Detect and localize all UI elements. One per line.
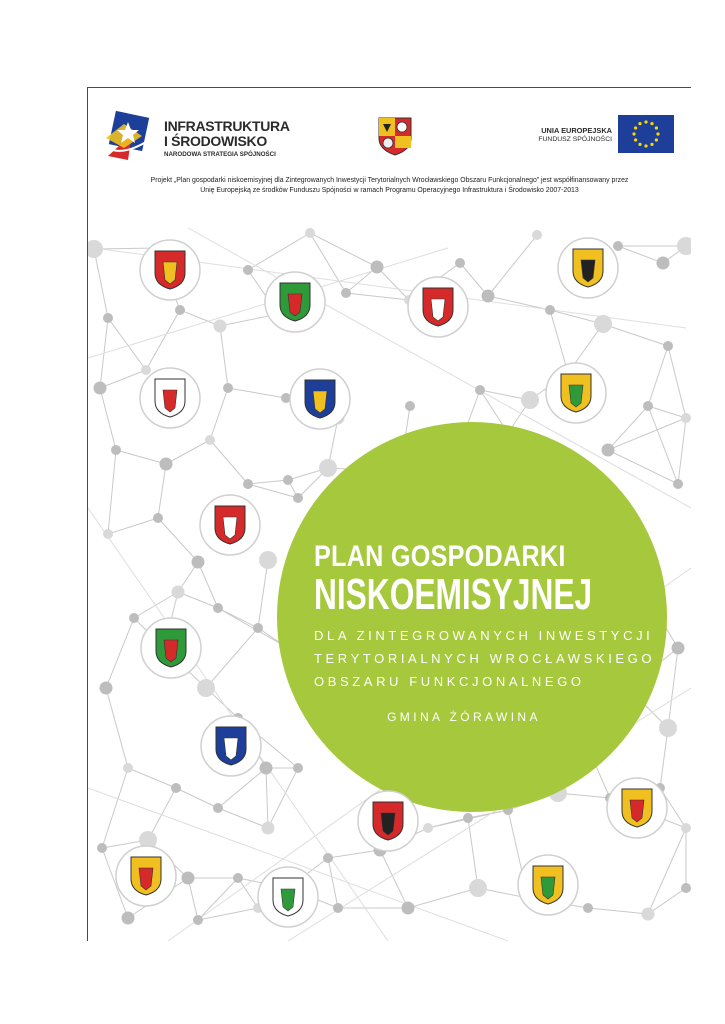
network-node bbox=[171, 783, 181, 793]
eu-title: UNIA EUROPEJSKA bbox=[541, 126, 612, 135]
network-line bbox=[377, 267, 409, 300]
cover-subtitle-line-2: TERYTORIALNYCH WROCŁAWSKIEGO bbox=[314, 651, 656, 666]
network-line bbox=[678, 418, 686, 484]
network-node bbox=[423, 823, 433, 833]
network-line bbox=[108, 450, 116, 534]
network-node bbox=[122, 912, 135, 925]
network-node bbox=[594, 315, 612, 333]
eu-star-icon bbox=[644, 120, 647, 123]
network-node bbox=[253, 623, 263, 633]
network-line bbox=[608, 418, 686, 450]
network-node bbox=[192, 556, 205, 569]
network-node bbox=[305, 228, 315, 238]
network-node bbox=[657, 257, 670, 270]
network-node bbox=[103, 529, 113, 539]
network-node bbox=[642, 908, 655, 921]
eu-flag-icon bbox=[618, 115, 674, 153]
eu-star-icon bbox=[634, 138, 637, 141]
network-line bbox=[146, 310, 180, 370]
eu-star-icon bbox=[638, 143, 641, 146]
network-node bbox=[341, 288, 351, 298]
project-note-line-1: Projekt „Plan gospodarki niskoemisyjnej dla Zintegrowanych Inwestycji Terytorialnych Wrocławskiego Obszaru Funkcjonalnego” jest współfinansowany przez bbox=[150, 177, 629, 184]
logo-title-line-1: INFRASTRUKTURA bbox=[164, 118, 290, 134]
cover-subtitle-line-3: OBSZARU FUNKCJONALNEGO bbox=[314, 674, 585, 689]
network-line bbox=[258, 560, 268, 628]
network-line bbox=[106, 618, 134, 688]
network-line bbox=[608, 406, 648, 450]
network-node bbox=[673, 479, 683, 489]
network-node bbox=[482, 290, 495, 303]
network-node bbox=[175, 305, 185, 315]
network-line bbox=[248, 484, 298, 498]
network-line bbox=[210, 388, 228, 440]
wroclaw-crest-icon bbox=[377, 116, 413, 156]
municipality-crest-icon bbox=[607, 778, 667, 838]
network-line bbox=[238, 878, 258, 908]
network-node bbox=[602, 444, 615, 457]
municipality-crest-icon bbox=[140, 240, 200, 300]
network-node bbox=[123, 763, 133, 773]
network-line bbox=[268, 768, 298, 828]
eu-star-icon bbox=[632, 132, 635, 135]
network-node bbox=[141, 365, 151, 375]
network-node bbox=[94, 382, 107, 395]
network-node bbox=[659, 719, 677, 737]
network-line bbox=[248, 480, 288, 484]
network-node bbox=[333, 903, 343, 913]
municipality-crest-icon bbox=[201, 716, 261, 776]
network-node bbox=[677, 237, 691, 255]
network-node bbox=[205, 435, 215, 445]
network-line bbox=[648, 406, 678, 484]
network-node bbox=[213, 803, 223, 813]
network-line bbox=[588, 908, 648, 914]
logo-title-line-2: I ŚRODOWISKO bbox=[164, 133, 267, 149]
network-line bbox=[128, 768, 176, 788]
network-line bbox=[328, 858, 338, 908]
network-line bbox=[668, 346, 686, 418]
municipality-crest-icon bbox=[558, 238, 618, 298]
network-line bbox=[108, 318, 146, 370]
network-line bbox=[166, 440, 210, 464]
eu-star-icon bbox=[655, 126, 658, 129]
network-node bbox=[521, 391, 539, 409]
network-node bbox=[97, 843, 107, 853]
network-line bbox=[660, 728, 668, 788]
network-node bbox=[129, 613, 139, 623]
network-node bbox=[681, 823, 691, 833]
municipality-crest-icon bbox=[265, 272, 325, 332]
eu-fund: FUNDUSZ SPÓJNOŚCI bbox=[538, 136, 612, 143]
network-node bbox=[111, 445, 121, 455]
network-line bbox=[228, 388, 286, 398]
municipality-crest-icon bbox=[518, 855, 578, 915]
network-node bbox=[103, 313, 113, 323]
network-node bbox=[153, 513, 163, 523]
network-line bbox=[94, 249, 108, 318]
network-node bbox=[214, 320, 227, 333]
infrastruktura-star-icon bbox=[102, 108, 158, 164]
network-node bbox=[463, 813, 473, 823]
network-node bbox=[172, 586, 185, 599]
municipality-crest-icon bbox=[408, 277, 468, 337]
network-line bbox=[488, 235, 537, 296]
network-node bbox=[613, 241, 623, 251]
network-line bbox=[176, 788, 218, 808]
network-line bbox=[198, 908, 258, 920]
network-line bbox=[106, 688, 128, 768]
network-line bbox=[218, 808, 268, 828]
cover-subtitle-line-1: DLA ZINTEGROWANYCH INWESTYCJI bbox=[314, 628, 654, 643]
network-node bbox=[100, 682, 113, 695]
municipality-crest-icon bbox=[258, 867, 318, 927]
municipality-crest-icon bbox=[141, 618, 201, 678]
network-node bbox=[583, 903, 593, 913]
network-line bbox=[100, 388, 116, 450]
municipality-crest-icon bbox=[358, 791, 418, 851]
network-line bbox=[158, 518, 198, 562]
eu-star-icon bbox=[644, 144, 647, 147]
eu-star-icon bbox=[656, 132, 659, 135]
municipality-crest-icon bbox=[116, 846, 176, 906]
network-node bbox=[283, 475, 293, 485]
network-node bbox=[405, 401, 415, 411]
eu-star-icon bbox=[634, 126, 637, 129]
network-node bbox=[293, 493, 303, 503]
infrastruktura-subtitle: NARODOWA STRATEGIA SPÓJNOŚCI bbox=[164, 151, 276, 158]
network-line bbox=[100, 370, 146, 388]
network-line bbox=[618, 246, 663, 263]
network-node bbox=[213, 603, 223, 613]
municipality-crest-icon bbox=[290, 369, 350, 429]
network-node bbox=[88, 240, 103, 258]
network-line bbox=[210, 440, 248, 484]
infrastruktura-title bbox=[164, 119, 290, 149]
network-line bbox=[468, 818, 478, 888]
cover-title-line-2: NISKOEMISYJNEJ bbox=[314, 570, 593, 619]
network-node bbox=[455, 258, 465, 268]
eu-star-icon bbox=[638, 122, 641, 125]
network-line bbox=[266, 768, 268, 828]
network-line bbox=[408, 888, 478, 908]
eu-star-icon bbox=[650, 143, 653, 146]
network-line bbox=[206, 628, 258, 688]
network-line bbox=[248, 233, 310, 270]
network-node bbox=[469, 879, 487, 897]
network-node bbox=[182, 872, 195, 885]
network-line bbox=[346, 293, 409, 300]
network-node bbox=[243, 479, 253, 489]
network-line bbox=[648, 346, 668, 406]
network-node bbox=[260, 762, 273, 775]
cover-title-line-1: PLAN GOSPODARKI bbox=[314, 540, 566, 573]
municipality-crest-icon bbox=[140, 368, 200, 428]
network-line bbox=[668, 648, 678, 728]
network-line bbox=[116, 450, 166, 464]
eu-logo bbox=[538, 115, 678, 155]
network-line bbox=[158, 464, 166, 518]
network-node bbox=[223, 383, 233, 393]
network-line bbox=[220, 326, 228, 388]
network-line bbox=[134, 592, 178, 618]
network-node bbox=[193, 915, 203, 925]
network-line bbox=[603, 324, 668, 346]
network-node bbox=[160, 458, 173, 471]
cover-municipality: GMINA ŻÓRAWINA bbox=[387, 710, 541, 724]
municipality-crest-icon bbox=[546, 363, 606, 423]
document-cover bbox=[87, 87, 691, 941]
infrastruktura-logo bbox=[102, 108, 292, 164]
project-note-line-2: Unię Europejską ze środków Funduszu Spójności w ramach Programu Operacyjnego Infrastruktura i Środowisko 2007-2013 bbox=[200, 187, 579, 194]
network-node bbox=[475, 385, 485, 395]
network-node bbox=[681, 413, 691, 423]
network-line bbox=[608, 450, 678, 484]
network-node bbox=[293, 763, 303, 773]
network-background bbox=[88, 88, 691, 941]
network-line bbox=[550, 310, 568, 373]
network-node bbox=[545, 305, 555, 315]
network-node bbox=[259, 551, 277, 569]
eu-star-icon bbox=[650, 122, 653, 125]
network-node bbox=[663, 341, 673, 351]
municipality-crest-icon bbox=[200, 495, 260, 555]
network-node bbox=[643, 401, 653, 411]
network-line bbox=[102, 768, 128, 848]
network-node bbox=[197, 679, 215, 697]
network-node bbox=[402, 902, 415, 915]
network-node bbox=[532, 230, 542, 240]
network-line bbox=[328, 850, 380, 858]
eu-star-icon bbox=[655, 138, 658, 141]
network-line bbox=[108, 518, 158, 534]
network-node bbox=[681, 883, 691, 893]
network-node bbox=[243, 265, 253, 275]
network-node bbox=[672, 642, 685, 655]
network-node bbox=[323, 853, 333, 863]
network-node bbox=[233, 873, 243, 883]
network-line bbox=[648, 406, 686, 418]
network-node bbox=[371, 261, 384, 274]
network-node bbox=[319, 459, 337, 477]
network-node bbox=[262, 822, 275, 835]
